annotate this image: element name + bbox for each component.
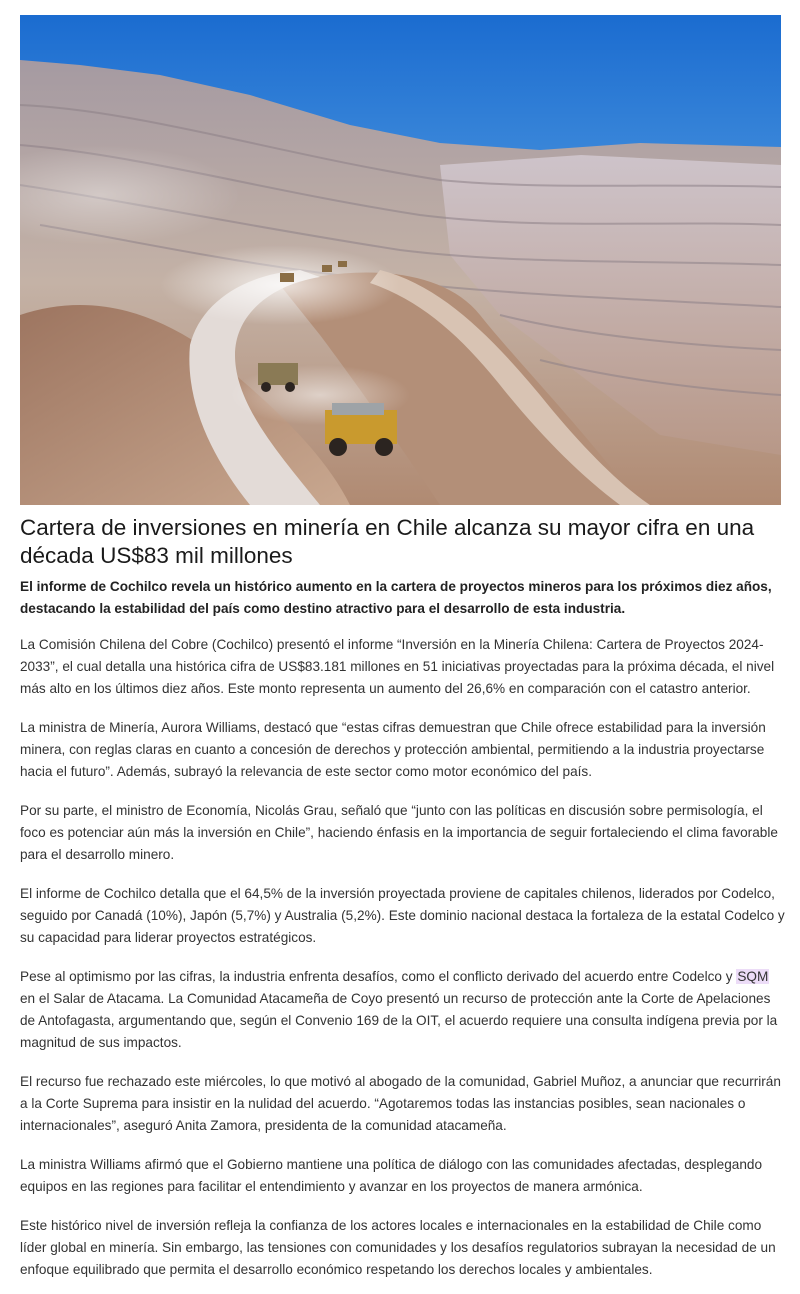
hero-image [20,15,781,505]
article-paragraph: Por su parte, el ministro de Economía, Nicolás Grau, señaló que “junto con las políticas en discusión sobre permisología, el foco es potenciar aún más la inversión en Chile”, haciendo énfasis en la importancia de seguir fortaleciendo el clima favorable para el desarrollo minero. [20,803,778,862]
article-paragraph: La ministra Williams afirmó que el Gobierno mantiene una política de diálogo con las comunidades afectadas, desplegando equipos en las regiones para facilitar el entendimiento y avanzar en los proyectos de manera armónica. [20,1157,763,1194]
article-paragraph: La Comisión Chilena del Cobre (Cochilco) presentó el informe “Inversión en la Minería Chilena: Cartera de Proyectos 2024-2033”, el cual detalla una histórica cifra de US$83.181 millones en 51 iniciativas proyectadas para la próxima década, el nivel más alto en los últimos diez años. Este monto representa un aumento del 26,6% en comparación con el catastro anterior. [20,637,775,696]
article-paragraph: Este histórico nivel de inversión refleja la confianza de los actores locales e internacionales en la estabilidad de Chile como líder global en minería. Sin embargo, las tensiones con comunidades y los desafíos regulatorios subrayan la necesidad de un enfoque equilibrado que permita el desarrollo económico respetando los derechos locales y ambientales. [20,1218,776,1277]
sqm-link[interactable]: SQM [737,969,769,984]
article-paragraph: El recurso fue rechazado este miércoles, lo que motivó al abogado de la comunidad, Gabriel Muñoz, a anunciar que recurrirán a la Corte Suprema para insistir en la nulidad del acuerdo. “Agotaremos todas las instancias posibles, sean nacionales o internacionales”, aseguró Anita Zamora, presidenta de la comunidad atacameña. [20,1074,781,1133]
article-title: Cartera de inversiones en minería en Chile alcanza su mayor cifra en una década US$83 mil millones [20,515,755,568]
article-lead: El informe de Cochilco revela un histórico aumento en la cartera de proyectos mineros para los próximos diez años, destacando la estabilidad del país como destino atractivo para el desarrollo de esta industria. [20,579,772,616]
paragraph-text: en el Salar de Atacama. La Comunidad Atacameña de Coyo presentó un recurso de protección ante la Corte de Apelaciones de Antofagasta, argumentando que, según el Convenio 169 de la OIT, el acuerdo requiere una consulta indígena previa por la magnitud de sus impactos. [20,991,778,1050]
article-paragraph: La ministra de Minería, Aurora Williams, destacó que “estas cifras demuestran que Chile ofrece estabilidad para la inversión minera, con reglas claras en cuanto a concesión de derechos y protección ambiental, permitiendo a la industria proyectarse hacia el futuro”. Además, subrayó la relevancia de este sector como motor económico del país. [20,720,766,779]
article-paragraph [20,966,785,1054]
open-pit-mine-photo [20,15,781,505]
article-paragraph: El informe de Cochilco detalla que el 64,5% de la inversión proyectada proviene de capitales chilenos, liderados por Codelco, seguido por Canadá (10%), Japón (5,7%) y Australia (5,2%). Este dominio nacional destaca la fortaleza de la estatal Codelco y su capacidad para liderar proyectos estratégicos. [20,886,785,945]
paragraph-text: Pese al optimismo por las cifras, la industria enfrenta desafíos, como el conflicto derivado del acuerdo entre Codelco y [20,969,737,984]
